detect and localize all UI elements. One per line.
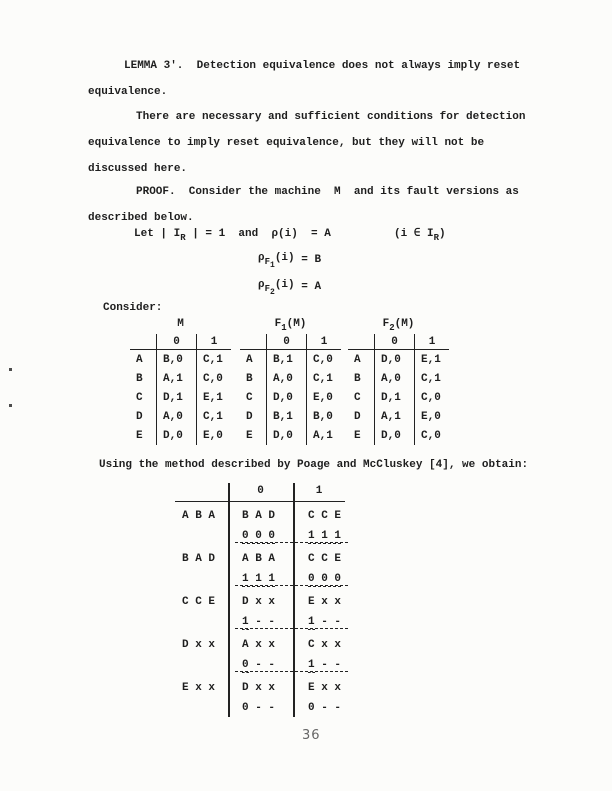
output-underlined: 1 [242,616,249,628]
flow-row [175,631,345,674]
subscript: R [180,233,186,243]
state-table [130,334,231,445]
column-header: 0 [257,485,264,497]
title-text: F [274,318,282,330]
state-table [240,334,341,445]
row-label: E [246,429,253,442]
table-row [240,369,341,388]
body-text-line: Using the method described by Poage and McCluskey [4], we obtain: [99,459,529,471]
state-table-title [348,318,449,332]
outputs [308,530,341,542]
column-header: 1 [307,334,342,350]
row-label: E [136,429,143,442]
row-label: C [246,391,253,404]
outputs [308,659,341,671]
table-header-row [175,483,345,502]
flow-row [175,674,345,717]
next-states: C C E [308,553,342,565]
table-row [348,426,449,445]
rho-symbol: ρ [258,252,265,264]
subscript-number: 2 [270,288,275,297]
state-table-title [130,318,231,332]
corner-cell [240,334,267,350]
state-cell: A,1 [375,407,415,426]
formula-text: (i ∈ I [394,228,434,240]
body-text-line: PROOF. Consider the machine M and its fault versions as [136,186,519,198]
scan-speck [9,404,12,407]
output-plain: 0 - - [308,702,342,714]
state-cell: C,0 [197,369,232,388]
table-row [240,426,341,445]
state-cell: A,1 [157,369,197,388]
row-label: B [354,372,361,385]
formula-rho-f2 [258,279,321,299]
row-label: A [136,353,143,366]
state-cell: C,1 [307,369,342,388]
output-plain: - - [314,659,342,671]
state-cell: E,1 [197,388,232,407]
body-text-line: described below. [88,212,194,224]
state-cell: B,0 [157,350,197,370]
formula-text: (i) [274,279,295,291]
page-number: 36 [302,728,321,743]
state-cell: B,1 [267,407,307,426]
row-label: A [354,353,361,366]
next-states: A B A [242,553,276,565]
next-states: E x x [308,682,342,694]
row-label: D [354,410,361,423]
state-cell: E,0 [415,407,450,426]
output-plain: - - [248,659,276,671]
next-states: D x x [242,596,276,608]
output-underlined: 1 [308,659,315,671]
output-underlined: 0 0 0 [308,573,342,585]
dashed-separator [235,542,348,543]
next-states: E x x [308,596,342,608]
formula-text: ) [439,228,446,240]
column-header: 1 [197,334,232,350]
column-header: 1 [415,334,450,350]
state-cell: D,0 [267,388,307,407]
table-row [130,388,231,407]
row-label: C [136,391,143,404]
output-underlined: 1 [308,616,315,628]
dashed-separator [235,671,348,672]
formula-text: Let | I [134,228,181,240]
body-text-line: discussed here. [88,163,188,175]
table-row [130,350,231,370]
table-row [130,407,231,426]
output-underlined: 0 [242,659,249,671]
outputs [242,659,275,671]
outputs [242,616,275,628]
outputs [242,530,275,542]
state-cell: C,1 [197,407,232,426]
state-cell: D,0 [375,426,415,445]
title-text: M [177,318,184,330]
state-cell: A,0 [267,369,307,388]
flow-row [175,502,345,545]
table-row [240,350,341,370]
state-cell: E,1 [415,350,450,370]
formula-text: | = 1 and ρ(i) = A [185,228,331,240]
output-underlined: 1 1 1 [308,530,342,542]
body-text-line: equivalence. [88,86,168,98]
state-cell: A,1 [307,426,342,445]
next-states: B A D [242,510,276,522]
outputs [308,702,341,714]
formula-rho-f1 [258,252,321,272]
row-label: D [136,410,143,423]
table-row [240,407,341,426]
title-subscript: 2 [389,323,395,333]
row-label: A B A [182,510,216,522]
subscript [264,257,275,270]
corner-cell [130,334,157,350]
output-plain: - - [248,616,276,628]
state-cell: C,0 [415,426,450,445]
body-text-line: Consider: [103,302,163,314]
state-cell: A,0 [375,369,415,388]
subscript-letter: F [264,284,271,294]
state-cell: E,0 [197,426,232,445]
dashed-separator [235,628,348,629]
table-header-row [130,334,231,350]
title-text: F [382,318,390,330]
column-header: 0 [157,334,197,350]
formula-text: = B [294,254,322,266]
subscript-number: 1 [270,261,275,270]
column-header: 0 [267,334,307,350]
formula-text: (i) [274,252,295,264]
table-row [348,407,449,426]
state-table-f1 [240,318,341,445]
formula-text: = A [294,281,322,293]
row-label: B [246,372,253,385]
state-table [348,334,449,445]
state-cell: B,0 [307,407,342,426]
outputs [242,573,275,585]
row-label: D [246,410,253,423]
state-cell: D,1 [375,388,415,407]
subscript: R [433,233,440,243]
formula-let-condition [394,228,446,245]
next-states: A x x [242,639,276,651]
table-row [348,388,449,407]
title-text: (M) [394,318,415,330]
next-states: C x x [308,639,342,651]
row-label: D x x [182,639,216,651]
state-cell: C,0 [307,350,342,370]
outputs [242,702,275,714]
table-row [348,350,449,370]
row-label: E [354,429,361,442]
table-row [130,426,231,445]
scan-speck [9,368,12,371]
body-text-line: LEMMA 3'. Detection equivalence does not always imply reset [124,60,521,72]
table-row [240,388,341,407]
state-cell: A,0 [157,407,197,426]
column-header: 0 [375,334,415,350]
next-states: D x x [242,682,276,694]
subscript-letter: F [264,257,271,267]
state-cell: C,0 [415,388,450,407]
table-header-row [240,334,341,350]
state-table-f2 [348,318,449,445]
state-cell: C,1 [197,350,232,370]
row-label: B A D [182,553,216,565]
output-plain: - - [314,616,342,628]
outputs [308,616,341,628]
body-text-line: equivalence to imply reset equivalence, but they will not be [88,137,485,149]
state-cell: D,0 [375,350,415,370]
state-cell: C,1 [415,369,450,388]
outputs [308,573,341,585]
rho-symbol: ρ [258,279,265,291]
row-label: A [246,353,253,366]
formula-let [134,228,331,245]
table-row [348,369,449,388]
state-table-title [240,318,341,332]
row-label: E x x [182,682,216,694]
title-subscript: 1 [281,323,287,333]
title-text: (M) [286,318,307,330]
state-cell: E,0 [307,388,342,407]
column-header: 1 [315,485,323,497]
flow-row [175,588,345,631]
state-cell: D,1 [157,388,197,407]
flow-table [175,483,345,717]
body-text-line: There are necessary and sufficient conditions for detection [136,111,526,123]
state-cell: B,1 [267,350,307,370]
state-cell: D,0 [157,426,197,445]
flow-row [175,545,345,588]
output-plain: 0 - - [242,702,276,714]
row-label: C [354,391,361,404]
state-table-m [130,318,231,445]
table-header-row [348,334,449,350]
dashed-separator [235,585,348,586]
table-row [130,369,231,388]
corner-cell [348,334,375,350]
output-underlined: 0 0 0 [242,530,276,542]
output-underlined: 1 1 1 [242,573,276,585]
row-label: B [136,372,143,385]
state-cell: D,0 [267,426,307,445]
subscript [264,284,275,297]
next-states: C C E [308,510,342,522]
row-label: C C E [182,596,216,608]
